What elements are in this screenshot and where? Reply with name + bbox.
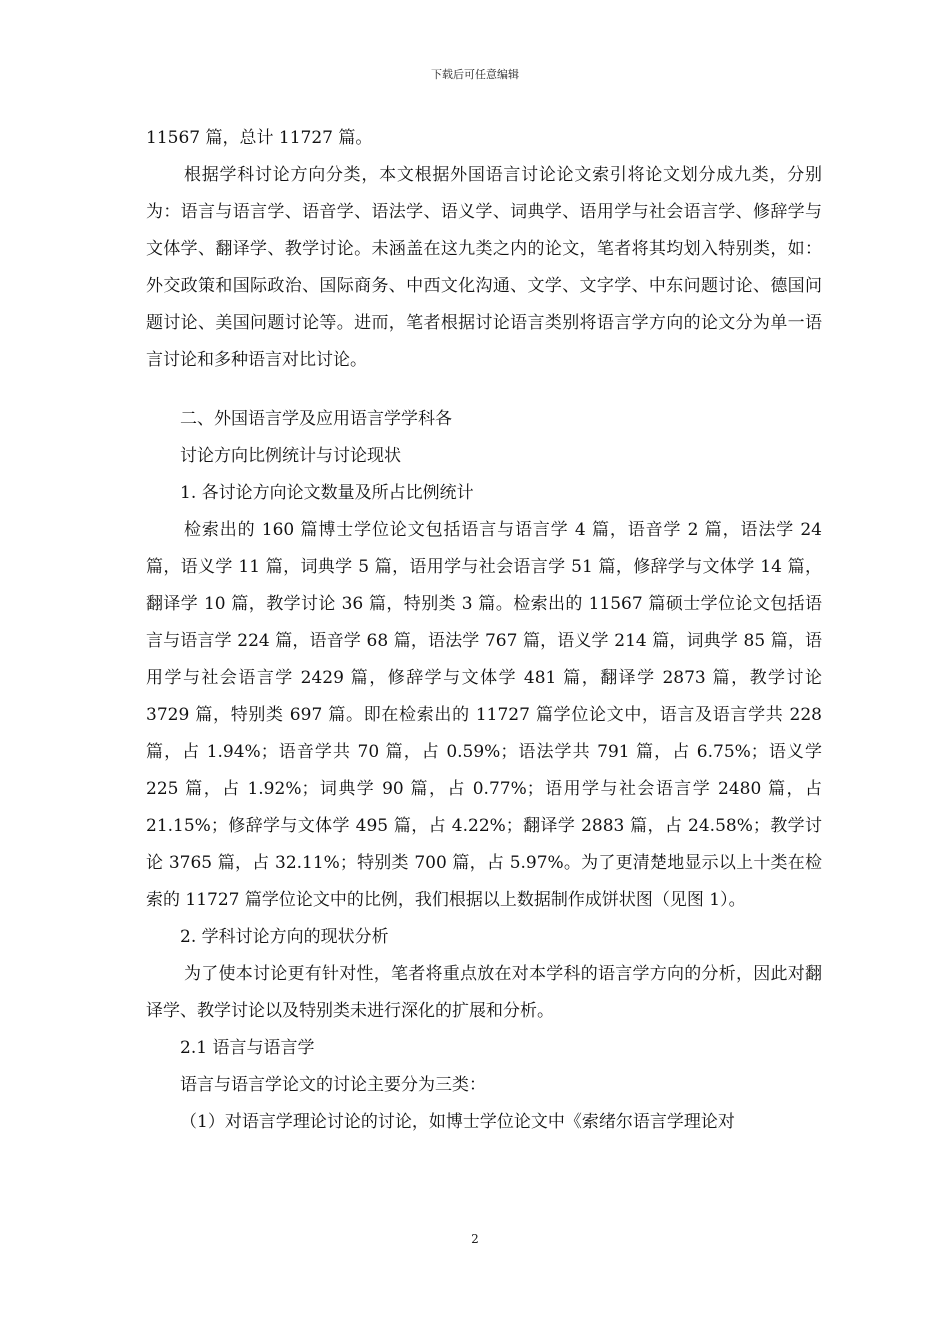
subsection-heading-language: 2.1 语言与语言学 [180,1038,315,1058]
page-header: 下载后可任意编辑 [431,68,519,81]
paragraph-item-1: （1）对语言学理论讨论的讨论，如博士学位论文中《索绪尔语言学理论对 [180,1112,735,1132]
paragraph-classification: 根据学科讨论方向分类，本文根据外国语言讨论论文索引将论文划分成九类，分别为：语言与语言学、语音学、语法学、语义学、词典学、语用学与社会语言学、修辞学与文体学、翻译学、教学讨论。未涵盖在这九类之内的论文，笔者将其均划入特别类，如：外交政策和国际政治、国际商务、中西文化沟通、文学、文字学、中东问题讨论、德国问题讨论、美国问题讨论等。进而，笔者根据讨论语言类别将语言学方向的论文分为单一语言讨论和多种语言对比讨论。 [146,165,822,370]
section-heading-line2: 讨论方向比例统计与讨论现状 [180,446,401,466]
document-body [146,120,822,1141]
paragraph-statistics: 检索出的 160 篇博士学位论文包括语言与语言学 4 篇，语音学 2 篇，语法学 24 篇，语义学 11 篇，词典学 5 篇，语用学与社会语言学 51 篇，修辞学与文体学 14 篇，翻译学 10 篇，教学讨论 36 篇，特别类 3 篇。检索出的 11567 篇硕士学位论文包括语言与语言学 224 篇，语音学 68 篇，语法学 767 篇，语义学 214 篇，词典学 85 篇，语用学与社会语言学 2429 篇，修辞学与文体学 481 篇，翻译学 2873 篇，教学讨论 3729 篇，特别类 697 篇。即在检索出的 11727 篇学位论文中，语言及语言学共 228 篇，占 1.94%；语音学共 70 篇，占 0.59%；语法学共 791 篇，占 6.75%；语义学 225 篇，占 1.92%；词典学 90 篇，占 0.77%；语用学与社会语言学 2480 篇，占 21.15%；修辞学与文体学 495 篇，占 4.22%；翻译学 2883 篇，占 24.58%；教学讨论 3765 篇，占 32.11%；特别类 700 篇，占 5.97%。为了更清楚地显示以上十类在检索的 11727 篇学位论文中的比例，我们根据以上数据制作成饼状图（见图 1）。 [146,520,822,910]
spacer [146,379,822,401]
paragraph-continuation: 11567 篇，总计 11727 篇。 [146,128,373,148]
paragraph-analysis: 为了使本讨论更有针对性，笔者将重点放在对本学科的语言学方向的分析，因此对翻译学、教学讨论以及特别类未进行深化的扩展和分析。 [146,964,822,1021]
section-heading-line1: 二、外国语言学及应用语言学学科各 [180,409,452,429]
page-number: 2 [471,1232,479,1246]
paragraph-language-intro: 语言与语言学论文的讨论主要分为三类： [180,1075,486,1095]
subsection-heading-statistics: 1. 各讨论方向论文数量及所占比例统计 [180,483,474,503]
subsection-heading-analysis: 2. 学科讨论方向的现状分析 [180,927,389,947]
